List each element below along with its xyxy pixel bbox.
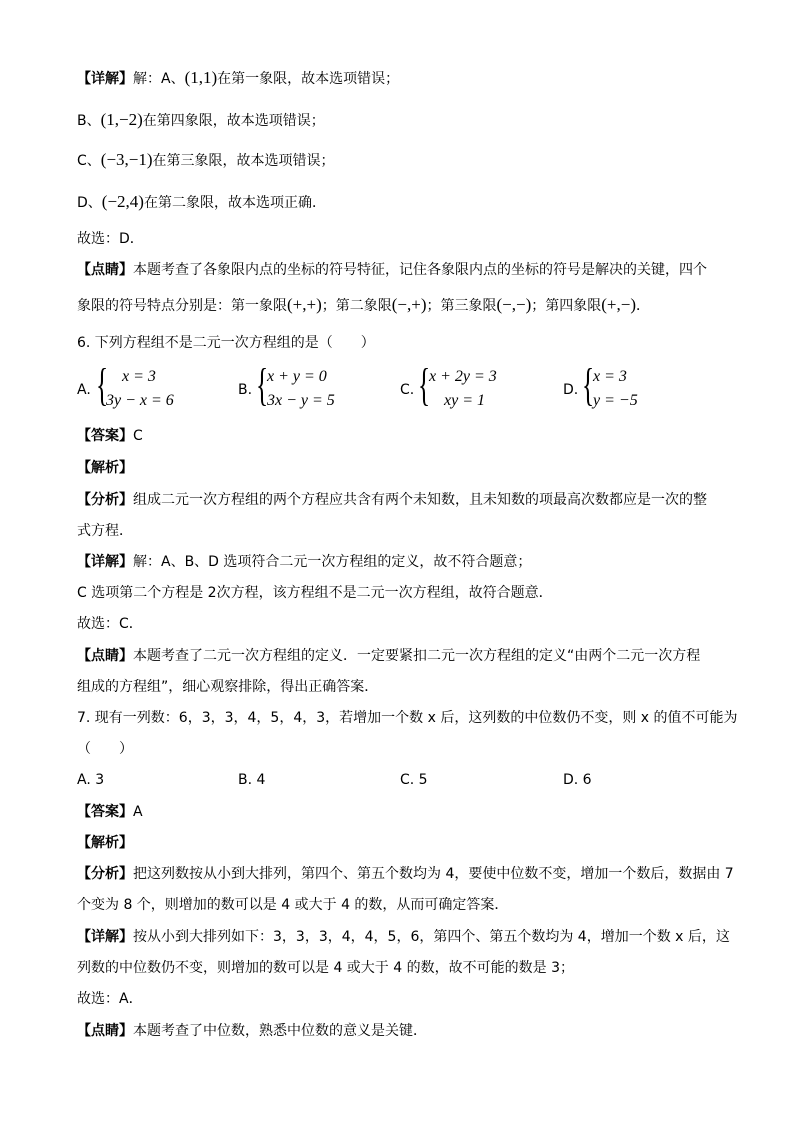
q5-choose: 故选：D． bbox=[77, 231, 144, 247]
q7-analysis-title bbox=[77, 833, 133, 853]
q6-detail-line-2: C 选项第二个方程是 2次方程，该方程组不是二元一次方程组，故符合题意． bbox=[77, 585, 553, 601]
q6-option-a-label: A. bbox=[77, 382, 91, 398]
q7-option-c: C. 5 bbox=[400, 772, 428, 788]
q7-stem-line-2: （ ） bbox=[77, 741, 133, 757]
q7-detail-line-2: 列数的中位数仍不变，则增加的数可以是 4 或大于 4 的数，故不可能的数是 3； bbox=[77, 960, 574, 976]
detail-tag: 【详解】 bbox=[77, 929, 133, 945]
q6-detail-line-1 bbox=[77, 552, 531, 572]
equation-1: x + 2y = 3 bbox=[429, 368, 497, 385]
comment-text-2d: ；第四象限 bbox=[531, 298, 602, 314]
point-a-text: 在第一象限，故本选项错误； bbox=[217, 71, 400, 87]
option-c-lead: C、 bbox=[77, 153, 101, 169]
q6-stem: 6. 下列方程组不是二元一次方程组的是（ ） bbox=[77, 335, 375, 351]
q6-answer-line bbox=[77, 426, 143, 446]
equation-1: x = 3 bbox=[122, 368, 156, 385]
q7-comment-line-1 bbox=[77, 1021, 427, 1041]
q7-detail-line-1 bbox=[77, 927, 730, 947]
analysis-title: 【解析】 bbox=[77, 835, 133, 851]
q6-analysis-title bbox=[77, 458, 133, 478]
point-b-text: 在第四象限，故本选项错误； bbox=[142, 113, 325, 129]
equation-2: xy = 1 bbox=[444, 392, 485, 409]
point-c-text: 在第三象限，故本选项错误； bbox=[152, 153, 335, 169]
detail-tag: 【详解】 bbox=[77, 554, 133, 570]
point-d: (−2,4) bbox=[101, 192, 144, 211]
q7-choose: 故选：A． bbox=[77, 991, 143, 1007]
q7-analysis-line-2: 个变为 8 个，则增加的数可以是 4 或大于 4 的数，从而可确定答案． bbox=[77, 897, 509, 913]
option-d-lead: D、 bbox=[77, 195, 102, 211]
comment-text-1: 本题考查了各象限内点的坐标的符号特征，记住各象限内点的坐标的符号是解决的关键，四个 bbox=[133, 262, 707, 278]
q5-detail-line bbox=[77, 68, 399, 89]
detail-tag: 【详解】 bbox=[77, 71, 133, 87]
analysis-tag: 【分析】 bbox=[77, 866, 133, 882]
equation-2: 3y − x = 6 bbox=[106, 392, 174, 409]
q6-analysis-line-1 bbox=[77, 490, 707, 510]
q5-comment-line-1 bbox=[77, 260, 707, 280]
q6-comment-line-1 bbox=[77, 646, 700, 666]
analysis-text-1: 组成二元一次方程组的两个方程应共含有两个未知数，且未知数的项最高次数都应是一次的整 bbox=[133, 492, 707, 508]
answer-value: A bbox=[133, 804, 143, 820]
left-brace-icon: { bbox=[256, 359, 269, 410]
q7-option-b: B. 4 bbox=[238, 772, 266, 788]
point-c: (−3,−1) bbox=[100, 150, 153, 169]
sign-quadrant-3: (−,−) bbox=[496, 295, 532, 314]
sign-quadrant-1: (+,+) bbox=[287, 295, 322, 314]
sign-quadrant-2: (−,+) bbox=[391, 295, 427, 314]
equation-1: x = 3 bbox=[593, 368, 627, 385]
equation-2: 3x − y = 5 bbox=[267, 392, 335, 409]
point-a: (1,1) bbox=[184, 68, 218, 87]
answer-tag: 【答案】 bbox=[77, 804, 133, 820]
q6-analysis-line-2: 式方程． bbox=[77, 523, 133, 539]
left-brace-icon: { bbox=[582, 359, 595, 410]
sign-quadrant-4: (+,−) bbox=[601, 295, 636, 314]
comment-text-1: 本题考查了二元一次方程组的定义．一定要紧扣二元一次方程组的定义“由两个二元一次方程 bbox=[133, 648, 701, 664]
analysis-text-1: 把这列数按从小到大排列，第四个、第五个数均为 4，要使中位数不变，增加一个数后，数据由 7 bbox=[133, 866, 734, 882]
q7-answer-line bbox=[77, 802, 143, 822]
comment-text-2a: 象限的符号特点分别是：第一象限 bbox=[77, 298, 287, 314]
equation-2: y = −5 bbox=[593, 392, 638, 409]
detail-lead: 解：A、 bbox=[133, 71, 185, 87]
q5-option-d-line bbox=[77, 192, 326, 213]
q6-option-d-label: D. bbox=[563, 382, 579, 398]
q5-option-c-line bbox=[77, 150, 335, 171]
q5-comment-line-2 bbox=[77, 295, 650, 316]
q6-comment-line-2: 组成的方程组”，细心观察排除，得出正确答案． bbox=[77, 679, 379, 695]
point-b: (1,−2) bbox=[100, 110, 143, 129]
analysis-tag: 【分析】 bbox=[77, 492, 133, 508]
q7-option-d: D. 6 bbox=[563, 772, 592, 788]
q6-option-b-label: B. bbox=[238, 382, 253, 398]
comment-text-2b: ；第二象限 bbox=[321, 298, 392, 314]
left-brace-icon: { bbox=[96, 359, 109, 410]
analysis-title: 【解析】 bbox=[77, 460, 133, 476]
q6-choose: 故选：C． bbox=[77, 616, 143, 632]
q7-option-a: A. 3 bbox=[77, 772, 105, 788]
comment-text-1: 本题考查了中位数，熟悉中位数的意义是关键． bbox=[133, 1023, 427, 1039]
q6-option-c-label: C. bbox=[400, 382, 415, 398]
comment-tag: 【点睛】 bbox=[77, 262, 133, 278]
equation-1: x + y = 0 bbox=[267, 368, 327, 385]
comment-text-2e: ． bbox=[636, 298, 650, 314]
answer-value: C bbox=[133, 428, 143, 444]
comment-text-2c: ；第三象限 bbox=[426, 298, 497, 314]
q7-stem-line-1: 7. 现有一列数：6，3，3，4，5，4，3，若增加一个数 x 后，这列数的中位数仍不变，则 x 的值不可能为 bbox=[77, 710, 738, 726]
q7-analysis-line-1 bbox=[77, 864, 734, 884]
q5-option-b-line bbox=[77, 110, 325, 131]
detail-text-1: 按从小到大排列如下：3，3，3，4，4，5，6，第四个、第五个数均为 4，增加一个数 x 后，这 bbox=[133, 929, 730, 945]
left-brace-icon: { bbox=[418, 359, 431, 410]
answer-tag: 【答案】 bbox=[77, 428, 133, 444]
comment-tag: 【点睛】 bbox=[77, 648, 133, 664]
comment-tag: 【点睛】 bbox=[77, 1023, 133, 1039]
detail-text-1: 解：A、B、D 选项符合二元一次方程组的定义，故不符合题意； bbox=[133, 554, 532, 570]
option-b-lead: B、 bbox=[77, 113, 101, 129]
point-d-text: 在第二象限，故本选项正确． bbox=[143, 195, 326, 211]
